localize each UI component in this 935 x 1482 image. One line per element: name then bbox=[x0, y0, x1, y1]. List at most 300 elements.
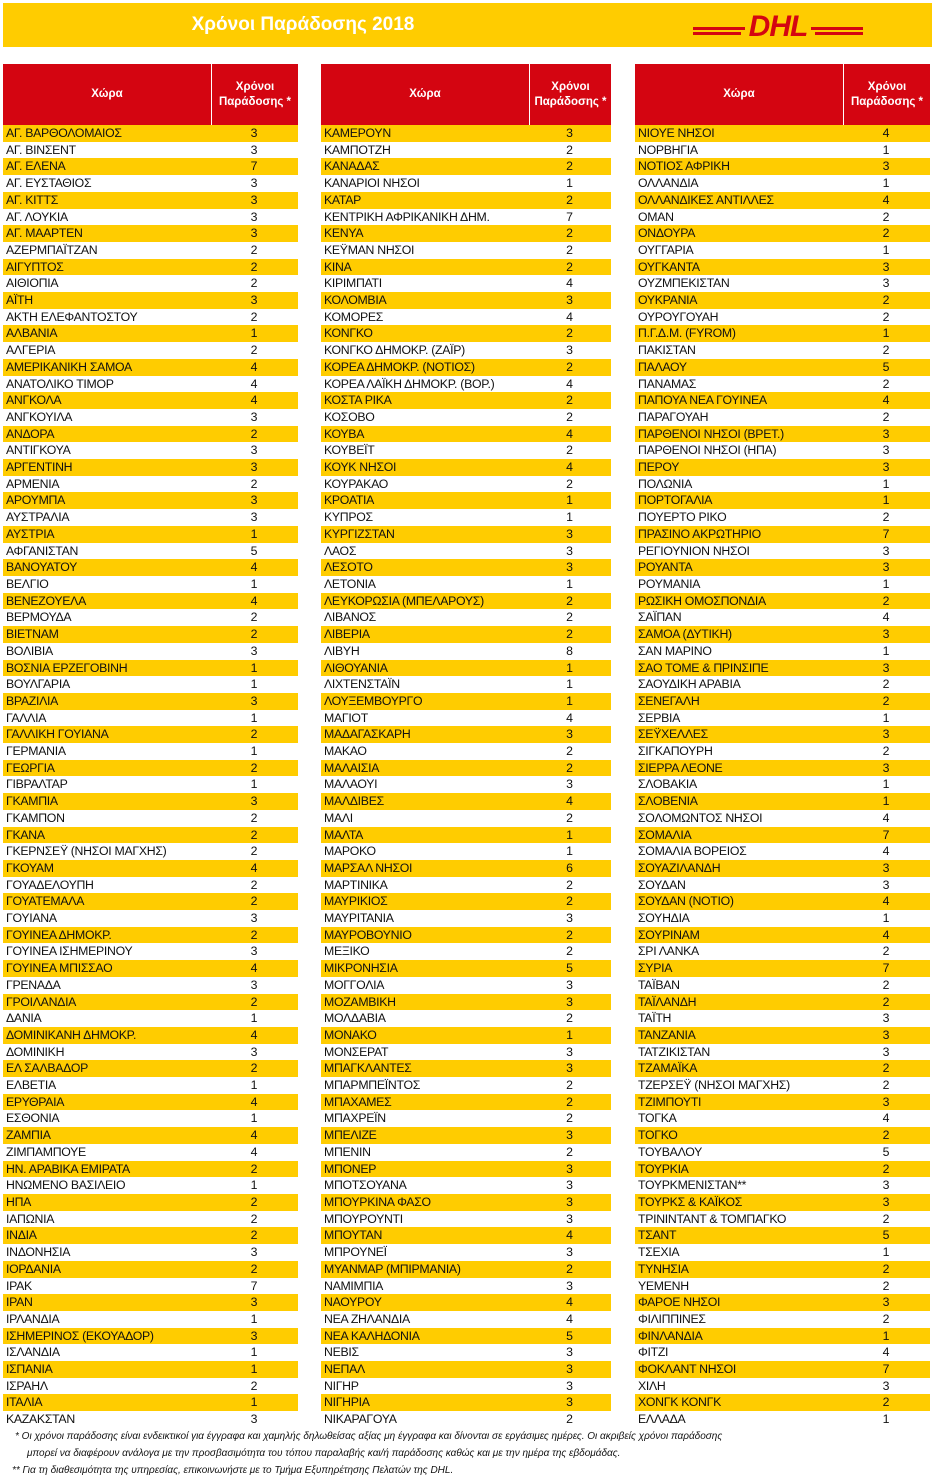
time-cell: 3 bbox=[882, 760, 890, 775]
time-cell: 2 bbox=[566, 927, 573, 942]
table-row bbox=[3, 158, 298, 175]
country-cell: ΜΠΟΤΣΟΥΑΝΑ bbox=[324, 1178, 407, 1193]
time-cell: 2 bbox=[250, 1261, 258, 1276]
country-table-3 bbox=[635, 64, 930, 1428]
country-cell: ΗΠΑ bbox=[6, 1195, 32, 1209]
time-cell: 1 bbox=[566, 660, 573, 675]
table-row bbox=[635, 776, 930, 793]
footnotes bbox=[12, 1428, 925, 1479]
table-row bbox=[321, 1261, 611, 1278]
time-cell: 1 bbox=[250, 1111, 258, 1126]
country-cell: ΒΟΣΝΙΑ ΕΡΖΕΓΟΒΙΝΗ bbox=[6, 660, 128, 675]
country-cell: ΚΟΥΒΕΪΤ bbox=[324, 443, 375, 458]
time-cell: 3 bbox=[250, 1328, 258, 1343]
time-cell: 4 bbox=[882, 393, 890, 408]
time-cell: 2 bbox=[250, 894, 258, 909]
table-row bbox=[3, 827, 298, 844]
country-cell: ΚΕΝΤΡΙΚΗ ΑΦΡΙΚΑΝΙΚΗ ΔΗΜ. bbox=[324, 209, 490, 224]
country-cell: ΔΟΜΙΝΙΚΑΝΗ ΔΗΜΟΚΡ. bbox=[6, 1027, 137, 1042]
table-row bbox=[635, 459, 930, 476]
table-row bbox=[3, 1094, 298, 1111]
country-cell: ΒΙΕΤΝΑΜ bbox=[6, 627, 59, 642]
table-body bbox=[635, 125, 930, 1428]
country-cell: ΣΟΥΡΙΝΑΜ bbox=[638, 927, 700, 942]
time-cell: 1 bbox=[882, 911, 890, 926]
country-cell: ΤΑΝΖΑΝΙΑ bbox=[638, 1027, 696, 1042]
time-cell: 7 bbox=[250, 159, 258, 174]
country-cell: ΠΑΛΑΟΥ bbox=[638, 359, 687, 374]
country-cell: ΤΣΕΧΙΑ bbox=[638, 1245, 680, 1260]
country-cell: ΤΖΕΡΣΕΫ (ΝΗΣΟΙ ΜΑΓΧΗΣ) bbox=[638, 1078, 790, 1093]
time-cell: 2 bbox=[250, 1161, 258, 1176]
country-cell: ΑΝΓΚΟΥΙΛΑ bbox=[6, 409, 73, 424]
country-cell: ΤΖΑΜΑΪΚΑ bbox=[638, 1061, 698, 1076]
country-cell: ΣΙΓΚΑΠΟΥΡΗ bbox=[638, 744, 713, 759]
time-cell: 3 bbox=[250, 293, 258, 308]
table-row bbox=[321, 1144, 611, 1161]
time-cell: 1 bbox=[250, 1078, 258, 1093]
country-cell: ΚΑΜΕΡΟΥΝ bbox=[324, 126, 391, 140]
table-row bbox=[635, 927, 930, 944]
table-row bbox=[321, 459, 611, 476]
table-row bbox=[3, 1261, 298, 1278]
time-cell: 3 bbox=[250, 911, 258, 926]
country-header: Χώρα bbox=[635, 64, 844, 125]
time-cell: 2 bbox=[566, 627, 573, 642]
country-cell: ΝΑΜΙΜΠΙΑ bbox=[324, 1278, 384, 1293]
country-cell: ΣΟΥΔΑΝ (ΝΟΤΙΟ) bbox=[638, 894, 734, 909]
country-cell: ΡΕΓΙΟΥΝΙΟΝ ΝΗΣΟΙ bbox=[638, 543, 750, 558]
country-cell: ΚΙΝΑ bbox=[324, 259, 352, 274]
table-row bbox=[3, 325, 298, 342]
table-row bbox=[3, 860, 298, 877]
country-cell: ΚΟΣΤΑ ΡΙΚΑ bbox=[324, 393, 392, 408]
country-cell: ΙΡΑΚ bbox=[6, 1278, 32, 1293]
time-cell: 3 bbox=[882, 1378, 890, 1393]
time-cell: 4 bbox=[566, 1295, 573, 1310]
time-cell: 5 bbox=[882, 1228, 890, 1243]
table-row bbox=[321, 376, 611, 393]
table-row bbox=[3, 1044, 298, 1061]
table-row bbox=[3, 609, 298, 626]
table-row bbox=[321, 1127, 611, 1144]
time-cell: 2 bbox=[250, 727, 258, 742]
country-cell: ΜΑΓΙΟΤ bbox=[324, 710, 368, 725]
country-cell: ΤΑΤΖΙΚΙΣΤΑΝ bbox=[638, 1044, 710, 1059]
country-cell: ΓΟΥΙΝΕΑ ΔΗΜΟΚΡ. bbox=[6, 927, 112, 942]
footnote-2: ** Για τη διαθεσιμότητα της υπηρεσίας, επικοινωνήστε με το Τμήμα Εξυπηρέτησης Πελατών της DHL. bbox=[12, 1465, 454, 1476]
time-cell: 3 bbox=[566, 994, 573, 1009]
table-row bbox=[635, 175, 930, 192]
time-cell: 1 bbox=[882, 176, 890, 191]
country-cell: ΣΟΛΟΜΩΝΤΟΣ ΝΗΣΟΙ bbox=[638, 810, 763, 825]
table-row bbox=[3, 793, 298, 810]
country-cell: ΟΥΓΚΑΝΤΑ bbox=[638, 259, 700, 274]
time-cell: 2 bbox=[882, 293, 890, 308]
table-row bbox=[321, 760, 611, 777]
time-cell: 2 bbox=[250, 827, 258, 842]
country-cell: ΠΡΑΣΙΝΟ ΑΚΡΩΤΗΡΙΟ bbox=[638, 526, 761, 541]
country-cell: ΓΟΥΙΑΝΑ bbox=[6, 911, 57, 926]
time-cell: 1 bbox=[882, 794, 890, 809]
table-row bbox=[321, 1027, 611, 1044]
country-cell: ΓΚΑΜΠΙΑ bbox=[6, 794, 58, 809]
table-row bbox=[3, 977, 298, 994]
country-cell: ΝΙΚΑΡΑΓΟΥΑ bbox=[324, 1412, 397, 1427]
time-cell: 2 bbox=[250, 877, 258, 892]
time-cell: 3 bbox=[882, 727, 890, 742]
time-cell: 4 bbox=[250, 560, 258, 575]
time-cell: 5 bbox=[882, 359, 890, 374]
table-row bbox=[3, 943, 298, 960]
table-row bbox=[635, 342, 930, 359]
time-cell: 3 bbox=[882, 259, 890, 274]
table-row bbox=[321, 1311, 611, 1328]
table-row bbox=[3, 175, 298, 192]
country-cell: ΣΑΟΥΔΙΚΗ ΑΡΑΒΙΑ bbox=[638, 677, 741, 692]
country-cell: ΓΡΟΙΛΑΝΔΙΑ bbox=[6, 994, 77, 1009]
table-row bbox=[321, 810, 611, 827]
table-row bbox=[321, 710, 611, 727]
time-cell: 3 bbox=[882, 543, 890, 558]
table-row bbox=[3, 409, 298, 426]
country-cell: ΑΡΜΕΝΙΑ bbox=[6, 476, 60, 491]
time-cell: 3 bbox=[882, 1044, 890, 1059]
country-cell: ΒΟΥΛΓΑΡΙΑ bbox=[6, 677, 70, 692]
time-cell: 3 bbox=[566, 1345, 573, 1360]
country-cell: ΛΑΟΣ bbox=[324, 543, 357, 558]
country-cell: ΖΙΜΠΑΜΠΟΥΕ bbox=[6, 1144, 86, 1159]
time-cell: 2 bbox=[882, 309, 890, 324]
country-cell: ΝΕΑ ΖΗΛΑΝΔΙΑ bbox=[324, 1311, 410, 1326]
time-cell: 3 bbox=[882, 1178, 890, 1193]
country-cell: ΔΟΜΙΝΙΚΗ bbox=[6, 1044, 65, 1059]
time-cell: 4 bbox=[882, 1111, 890, 1126]
country-cell: ΚΟΡΕΑ ΔΗΜΟΚΡ. (ΝΟΤΙΟΣ) bbox=[324, 359, 475, 374]
table-row bbox=[321, 492, 611, 509]
country-cell: ΦΟΚΛΑΝΤ ΝΗΣΟΙ bbox=[638, 1362, 737, 1377]
country-cell: ΚΑΜΠΟΤΖΗ bbox=[324, 142, 391, 157]
country-cell: ΚΥΡΓΙΖΣΤΑΝ bbox=[324, 526, 395, 541]
country-cell: ΓΟΥΙΝΕΑ ΙΣΗΜΕΡΙΝΟΥ bbox=[6, 944, 133, 959]
table-row bbox=[635, 309, 930, 326]
time-cell: 1 bbox=[882, 1412, 890, 1427]
time-cell: 3 bbox=[882, 660, 890, 675]
country-cell: ΧΙΛΗ bbox=[638, 1378, 666, 1393]
time-cell: 2 bbox=[882, 226, 890, 241]
table-row bbox=[635, 726, 930, 743]
country-cell: ΛΙΧΤΕΝΣΤΑΪΝ bbox=[324, 677, 400, 692]
country-cell: ΣΟΥΑΖΙΛΑΝΔΗ bbox=[638, 860, 721, 875]
time-cell: 2 bbox=[566, 894, 573, 909]
table-row bbox=[3, 492, 298, 509]
time-cell: 3 bbox=[566, 126, 573, 140]
time-cell: 2 bbox=[882, 409, 890, 424]
table-row bbox=[321, 660, 611, 677]
time-cell: 3 bbox=[250, 1245, 258, 1260]
country-cell: ΓΕΩΡΓΙΑ bbox=[6, 760, 55, 775]
table-row bbox=[635, 492, 930, 509]
country-cell: ΣΛΟΒΑΚΙΑ bbox=[638, 777, 697, 792]
table-row bbox=[635, 994, 930, 1011]
country-cell: ΜΑΡΣΑΛ ΝΗΣΟΙ bbox=[324, 860, 413, 875]
time-cell: 1 bbox=[250, 526, 258, 541]
table-row bbox=[321, 1294, 611, 1311]
time-cell: 2 bbox=[566, 1011, 573, 1026]
country-cell: ΑΥΣΤΡΑΛΙΑ bbox=[6, 510, 70, 525]
table-row bbox=[635, 693, 930, 710]
table-row bbox=[3, 1211, 298, 1228]
time-cell: 3 bbox=[250, 1412, 258, 1427]
table-row bbox=[3, 910, 298, 927]
country-cell: ΓΡΕΝΑΔΑ bbox=[6, 977, 61, 992]
table-header bbox=[635, 64, 930, 125]
country-cell: ΛΙΒΕΡΙΑ bbox=[324, 627, 370, 642]
time-cell: 1 bbox=[250, 1011, 258, 1026]
time-cell: 2 bbox=[250, 1211, 258, 1226]
country-cell: ΑΓ. ΛΟΥΚΙΑ bbox=[6, 209, 68, 224]
table-row bbox=[635, 893, 930, 910]
table-row bbox=[321, 543, 611, 560]
country-cell: ΜΠΡΟΥΝΕΪ bbox=[324, 1245, 387, 1260]
country-cell: ΓΚΑΝΑ bbox=[6, 827, 45, 842]
time-cell: 2 bbox=[882, 1311, 890, 1326]
country-cell: ΚΟΛΟΜΒΙΑ bbox=[324, 293, 387, 308]
time-header: Χρόνοι Παράδοσης * bbox=[844, 64, 930, 125]
time-cell: 2 bbox=[882, 343, 890, 358]
table-body bbox=[321, 125, 611, 1428]
country-cell: ΣΑΝ ΜΑΡΙΝΟ bbox=[638, 643, 712, 658]
country-cell: ΤΟΥΡΚΜΕΝΙΣΤΑΝ** bbox=[638, 1178, 747, 1193]
time-cell: 3 bbox=[566, 1362, 573, 1377]
time-cell: 5 bbox=[250, 543, 258, 558]
country-cell: ΤΣΑΝΤ bbox=[638, 1228, 677, 1243]
table-row bbox=[321, 576, 611, 593]
time-cell: 1 bbox=[882, 493, 890, 508]
table-row bbox=[321, 726, 611, 743]
country-cell: ΜΑΚΑΟ bbox=[324, 744, 367, 759]
table-row bbox=[635, 827, 930, 844]
time-cell: 3 bbox=[250, 977, 258, 992]
time-cell: 5 bbox=[566, 1328, 573, 1343]
table-row bbox=[3, 1394, 298, 1411]
table-row bbox=[635, 1344, 930, 1361]
country-cell: ΒΑΝΟΥΑΤΟΥ bbox=[6, 560, 77, 575]
time-cell: 2 bbox=[566, 443, 573, 458]
country-cell: ΜΟΝΣΕΡΑΤ bbox=[324, 1044, 389, 1059]
time-cell: 3 bbox=[250, 944, 258, 959]
country-cell: ΒΕΝΕΖΟΥΕΛΑ bbox=[6, 593, 86, 608]
time-cell: 3 bbox=[882, 159, 890, 174]
table-body bbox=[3, 125, 298, 1428]
time-cell: 1 bbox=[250, 677, 258, 692]
time-cell: 2 bbox=[566, 159, 573, 174]
time-cell: 2 bbox=[882, 510, 890, 525]
table-row bbox=[321, 693, 611, 710]
country-cell: ΑΖΕΡΜΠΑΪΤΖΑΝ bbox=[6, 242, 98, 257]
country-cell: ΚΟΡΕΑ ΛΑΪΚΗ ΔΗΜΟΚΡ. (ΒΟΡ.) bbox=[324, 376, 495, 391]
time-cell: 2 bbox=[882, 1078, 890, 1093]
footnote-1: * Οι χρόνοι παράδοσης είναι ενδεικτικοί για έγγραφα και χαμηλής δηλωθείσας αξίας μη έγγραφα και δίνονται σε εργάσιμες ημέρες. Οι ακριβείς χρόνοι παράδοσης bbox=[15, 1431, 723, 1442]
time-cell: 2 bbox=[566, 1078, 573, 1093]
table-row bbox=[635, 543, 930, 560]
table-row bbox=[3, 810, 298, 827]
time-cell: 3 bbox=[882, 1295, 890, 1310]
table-row bbox=[321, 827, 611, 844]
time-cell: 3 bbox=[566, 727, 573, 742]
time-cell: 7 bbox=[882, 827, 890, 842]
country-cell: ΣΟΜΑΛΙΑ ΒΟΡΕΙΟΣ bbox=[638, 844, 747, 859]
country-cell: ΑΦΓΑΝΙΣΤΑΝ bbox=[6, 543, 79, 558]
country-cell: ΤΡΙΝΙΝΤΑΝΤ & ΤΟΜΠΑΓΚΟ bbox=[638, 1211, 787, 1226]
time-cell: 3 bbox=[250, 1295, 258, 1310]
country-cell: ΣΑΜΟΑ (ΔΥΤΙΚΗ) bbox=[638, 627, 732, 642]
time-cell: 2 bbox=[566, 226, 573, 241]
table-row bbox=[3, 392, 298, 409]
time-cell: 1 bbox=[566, 827, 573, 842]
table-row bbox=[3, 125, 298, 142]
time-cell: 3 bbox=[566, 1128, 573, 1143]
table-row bbox=[321, 526, 611, 543]
table-row bbox=[3, 526, 298, 543]
table-row bbox=[3, 225, 298, 242]
country-cell: ΔΑΝΙΑ bbox=[6, 1011, 42, 1026]
table-row bbox=[3, 960, 298, 977]
time-cell: 1 bbox=[566, 510, 573, 525]
time-cell: 3 bbox=[882, 443, 890, 458]
country-cell: ΛΙΘΟΥΑΝΙΑ bbox=[324, 660, 388, 675]
country-cell: ΜΠΟΝΕΡ bbox=[324, 1161, 377, 1176]
table-row bbox=[635, 476, 930, 493]
time-cell: 3 bbox=[566, 777, 573, 792]
time-cell: 2 bbox=[882, 376, 890, 391]
table-row bbox=[3, 309, 298, 326]
time-cell: 1 bbox=[882, 1245, 890, 1260]
time-cell: 3 bbox=[250, 510, 258, 525]
time-cell: 1 bbox=[250, 576, 258, 591]
country-cell: ΚΟΝΓΚΟ ΔΗΜΟΚΡ. (ΖΑΪΡ) bbox=[324, 343, 465, 358]
table-row bbox=[3, 292, 298, 309]
country-cell: ΓΟΥΙΝΕΑ ΜΠΙΣΣΑΟ bbox=[6, 961, 113, 976]
time-cell: 2 bbox=[882, 209, 890, 224]
time-cell: 1 bbox=[250, 1345, 258, 1360]
country-cell: ΖΑΜΠΙΑ bbox=[6, 1128, 51, 1143]
table-row bbox=[321, 392, 611, 409]
table-row bbox=[3, 893, 298, 910]
country-cell: ΜΑΥΡΟΒΟΥΝΙΟ bbox=[324, 927, 412, 942]
country-cell: ΜΠΟΥΡΚΙΝΑ ΦΑΣΟ bbox=[324, 1195, 431, 1209]
time-cell: 2 bbox=[250, 426, 258, 441]
table-row bbox=[635, 843, 930, 860]
table-row bbox=[635, 593, 930, 610]
table-row bbox=[3, 259, 298, 276]
time-cell: 3 bbox=[566, 1211, 573, 1226]
table-row bbox=[635, 1394, 930, 1411]
time-cell: 2 bbox=[250, 994, 258, 1009]
time-cell: 7 bbox=[882, 526, 890, 541]
time-cell: 2 bbox=[566, 1412, 573, 1427]
time-cell: 2 bbox=[566, 877, 573, 892]
country-cell: ΕΡΥΘΡΑΙΑ bbox=[6, 1094, 65, 1109]
country-cell: ΤΟΥΡΚΣ & ΚΑΪΚΟΣ bbox=[638, 1195, 743, 1209]
table-row bbox=[321, 743, 611, 760]
country-cell: ΙΤΑΛΙΑ bbox=[6, 1395, 43, 1410]
table-row bbox=[3, 192, 298, 209]
country-cell: ΤΑΪΛΑΝΔΗ bbox=[638, 994, 697, 1009]
table-row bbox=[635, 225, 930, 242]
table-row bbox=[635, 860, 930, 877]
country-cell: ΠΟΛΩΝΙΑ bbox=[638, 476, 693, 491]
time-cell: 3 bbox=[882, 426, 890, 441]
table-row bbox=[635, 1110, 930, 1127]
country-cell: ΚΑΝΑΡΙΟΙ ΝΗΣΟΙ bbox=[324, 176, 420, 191]
table-row bbox=[321, 994, 611, 1011]
table-row bbox=[635, 359, 930, 376]
table-row bbox=[635, 142, 930, 159]
table-row bbox=[321, 1077, 611, 1094]
table-row bbox=[321, 309, 611, 326]
country-cell: ΑΙΘΙΟΠΙΑ bbox=[6, 276, 59, 291]
time-cell: 3 bbox=[566, 1378, 573, 1393]
country-cell: ΜΑΛΔΙΒΕΣ bbox=[324, 794, 384, 809]
country-cell: ΕΛΛΑΔΑ bbox=[638, 1412, 686, 1427]
country-cell: ΝΙΓΗΡ bbox=[324, 1378, 359, 1393]
time-cell: 2 bbox=[566, 1094, 573, 1109]
time-cell: 2 bbox=[566, 192, 573, 207]
country-cell: ΠΟΡΤΟΓΑΛΙΑ bbox=[638, 493, 713, 508]
country-cell: ΣΟΥΔΑΝ bbox=[638, 877, 686, 892]
dhl-logo bbox=[693, 9, 863, 43]
time-cell: 2 bbox=[250, 476, 258, 491]
country-cell: ΜΠΕΛΙΖΕ bbox=[324, 1128, 377, 1143]
country-cell: ΚΑΝΑΔΑΣ bbox=[324, 159, 380, 174]
time-cell: 1 bbox=[882, 777, 890, 792]
country-cell: ΚΟΥΡΑΚΑΟ bbox=[324, 476, 388, 491]
country-cell: ΦΑΡΟΕ ΝΗΣΟΙ bbox=[638, 1295, 721, 1310]
table-row bbox=[321, 1278, 611, 1295]
table-row bbox=[321, 1394, 611, 1411]
table-row bbox=[635, 1077, 930, 1094]
country-cell: ΜΑΥΡΙΚΙΟΣ bbox=[324, 894, 388, 909]
time-cell: 2 bbox=[566, 610, 573, 625]
table-row bbox=[3, 559, 298, 576]
country-cell: ΝΙΓΗΡΙΑ bbox=[324, 1395, 370, 1410]
time-cell: 2 bbox=[882, 1211, 890, 1226]
time-cell: 4 bbox=[566, 794, 573, 809]
time-cell: 3 bbox=[566, 1195, 573, 1209]
time-cell: 1 bbox=[882, 1328, 890, 1343]
time-cell: 3 bbox=[250, 192, 258, 207]
country-cell: ΚΟΥΒΑ bbox=[324, 426, 365, 441]
country-cell: ΜΙΚΡΟΝΗΣΙΑ bbox=[324, 961, 398, 976]
country-cell: ΣΥΡΙΑ bbox=[638, 961, 673, 976]
table-row bbox=[321, 409, 611, 426]
table-row bbox=[635, 259, 930, 276]
table-row bbox=[321, 509, 611, 526]
country-cell: ΜΥΑΝΜΑΡ (ΜΠΙΡΜΑΝΙΑ) bbox=[324, 1261, 461, 1276]
country-cell: ΧΟΝΓΚ ΚΟΝΓΚ bbox=[638, 1395, 721, 1410]
table-row bbox=[321, 676, 611, 693]
table-row bbox=[3, 877, 298, 894]
time-cell: 1 bbox=[882, 326, 890, 341]
footnote-1-cont: μπορεί να διαφέρουν ανάλογα με την προσβασιμότητα του τόπου παραλαβής και/ή παράδοσης καθώς και με την ημέρα της εβδομάδας. bbox=[27, 1448, 621, 1459]
time-cell: 1 bbox=[566, 693, 573, 708]
country-cell: ΝΙΟΥΕ ΝΗΣΟΙ bbox=[638, 126, 715, 140]
time-cell: 3 bbox=[882, 860, 890, 875]
table-row bbox=[321, 1411, 611, 1428]
country-cell: ΕΣΘΟΝΙΑ bbox=[6, 1111, 60, 1126]
table-row bbox=[3, 1177, 298, 1194]
